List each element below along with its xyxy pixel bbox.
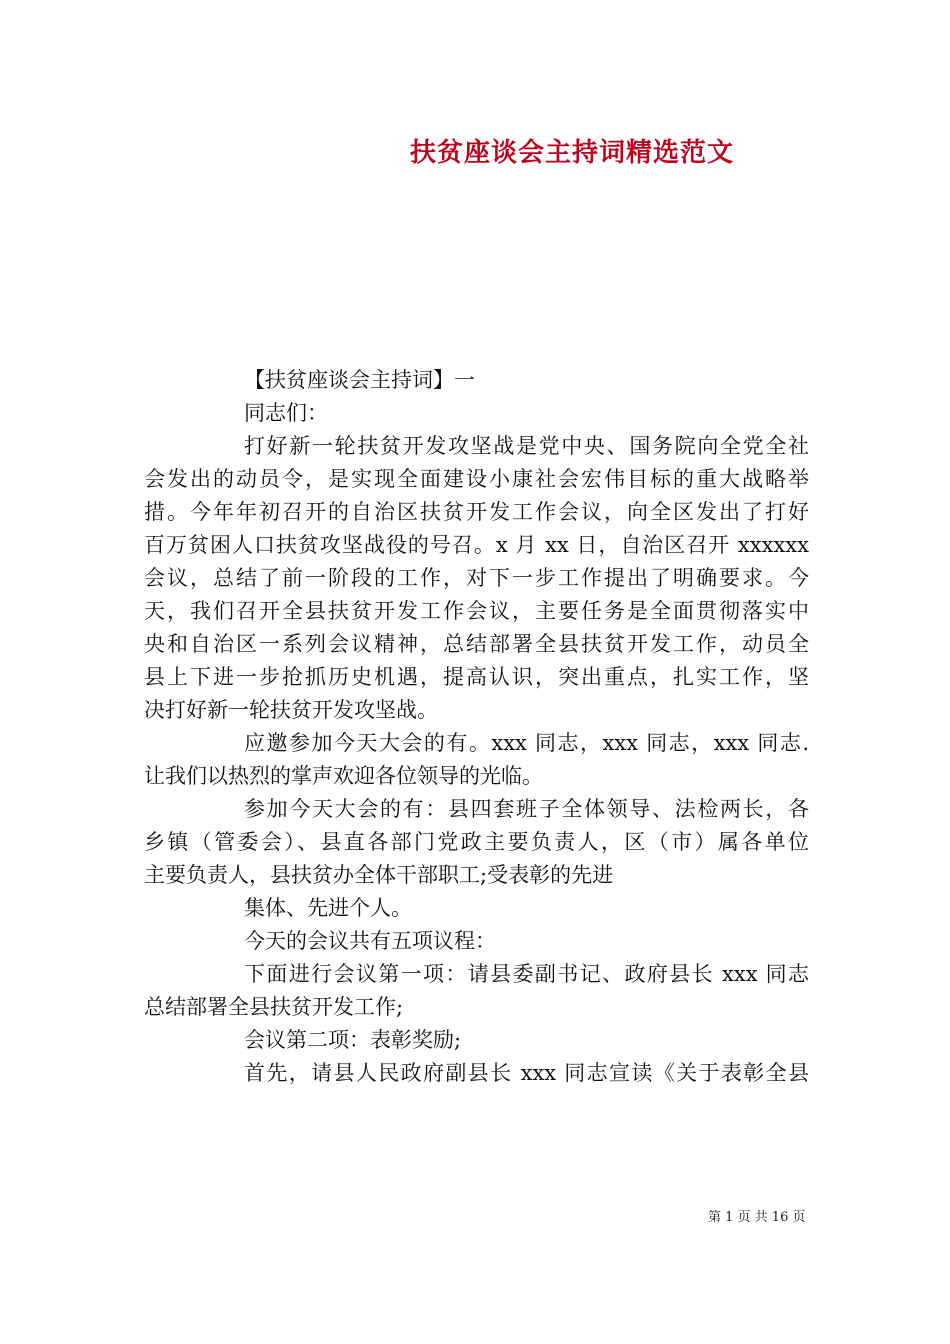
text-line: 县上下进一步抢抓历史机遇，提高认识，突出重点，扎实工作，坚 [144,665,809,689]
text-line: 措。今年年初召开的自治区扶贫开发工作会议，向全区发出了打好 [144,500,809,524]
text-line: 首先，请县人民政府副县长 xxx 同志宣读《关于表彰全县 [244,1061,809,1085]
text-line: 乡镇（管委会）、县直各部门党政主要负责人，区（市）属各单位 [144,830,809,854]
text-line: 总结部署全县扶贫开发工作; [144,995,404,1019]
text-line: 同志们： [244,401,328,425]
page-footer: 第 1 页 共 16 页 [708,1210,806,1225]
text-line: 今天的会议共有五项议程： [244,929,496,953]
text-line: 会发出的动员令，是实现全面建设小康社会宏伟目标的重大战略举 [144,467,809,491]
text-line: 天，我们召开全县扶贫开发工作会议，主要任务是全面贯彻落实中 [144,599,809,623]
text-line: 央和自治区一系列会议精神，总结部署全县扶贫开发工作，动员全 [144,632,809,656]
text-line: 主要负责人，县扶贫办全体干部职工;受表彰的先进 [144,863,614,887]
text-line: 打好新一轮扶贫开发攻坚战是党中央、国务院向全党全社 [244,434,809,458]
document-body [144,364,809,1090]
text-line: 集体、先进个人。 [244,896,412,920]
text-line: 百万贫困人口扶贫攻坚战役的号召。x 月 xx 日，自治区召开 xxxxxx [144,533,809,557]
text-line: 让我们以热烈的掌声欢迎各位领导的光临。 [144,764,543,788]
document-title: 扶贫座谈会主持词精选范文 [410,138,735,168]
text-line: 应邀参加今天大会的有。xxx 同志，xxx 同志，xxx 同志. [244,731,809,755]
text-line: 下面进行会议第一项：请县委副书记、政府县长 xxx 同志 [244,962,809,986]
text-line: 会议第二项：表彰奖励; [244,1028,462,1052]
text-line: 参加今天大会的有：县四套班子全体领导、法检两长，各 [244,797,809,821]
text-line: 决打好新一轮扶贫开发攻坚战。 [144,698,438,722]
text-line: 会议，总结了前一阶段的工作，对下一步工作提出了明确要求。今 [144,566,809,590]
text-line: 【扶贫座谈会主持词】一 [244,368,475,392]
